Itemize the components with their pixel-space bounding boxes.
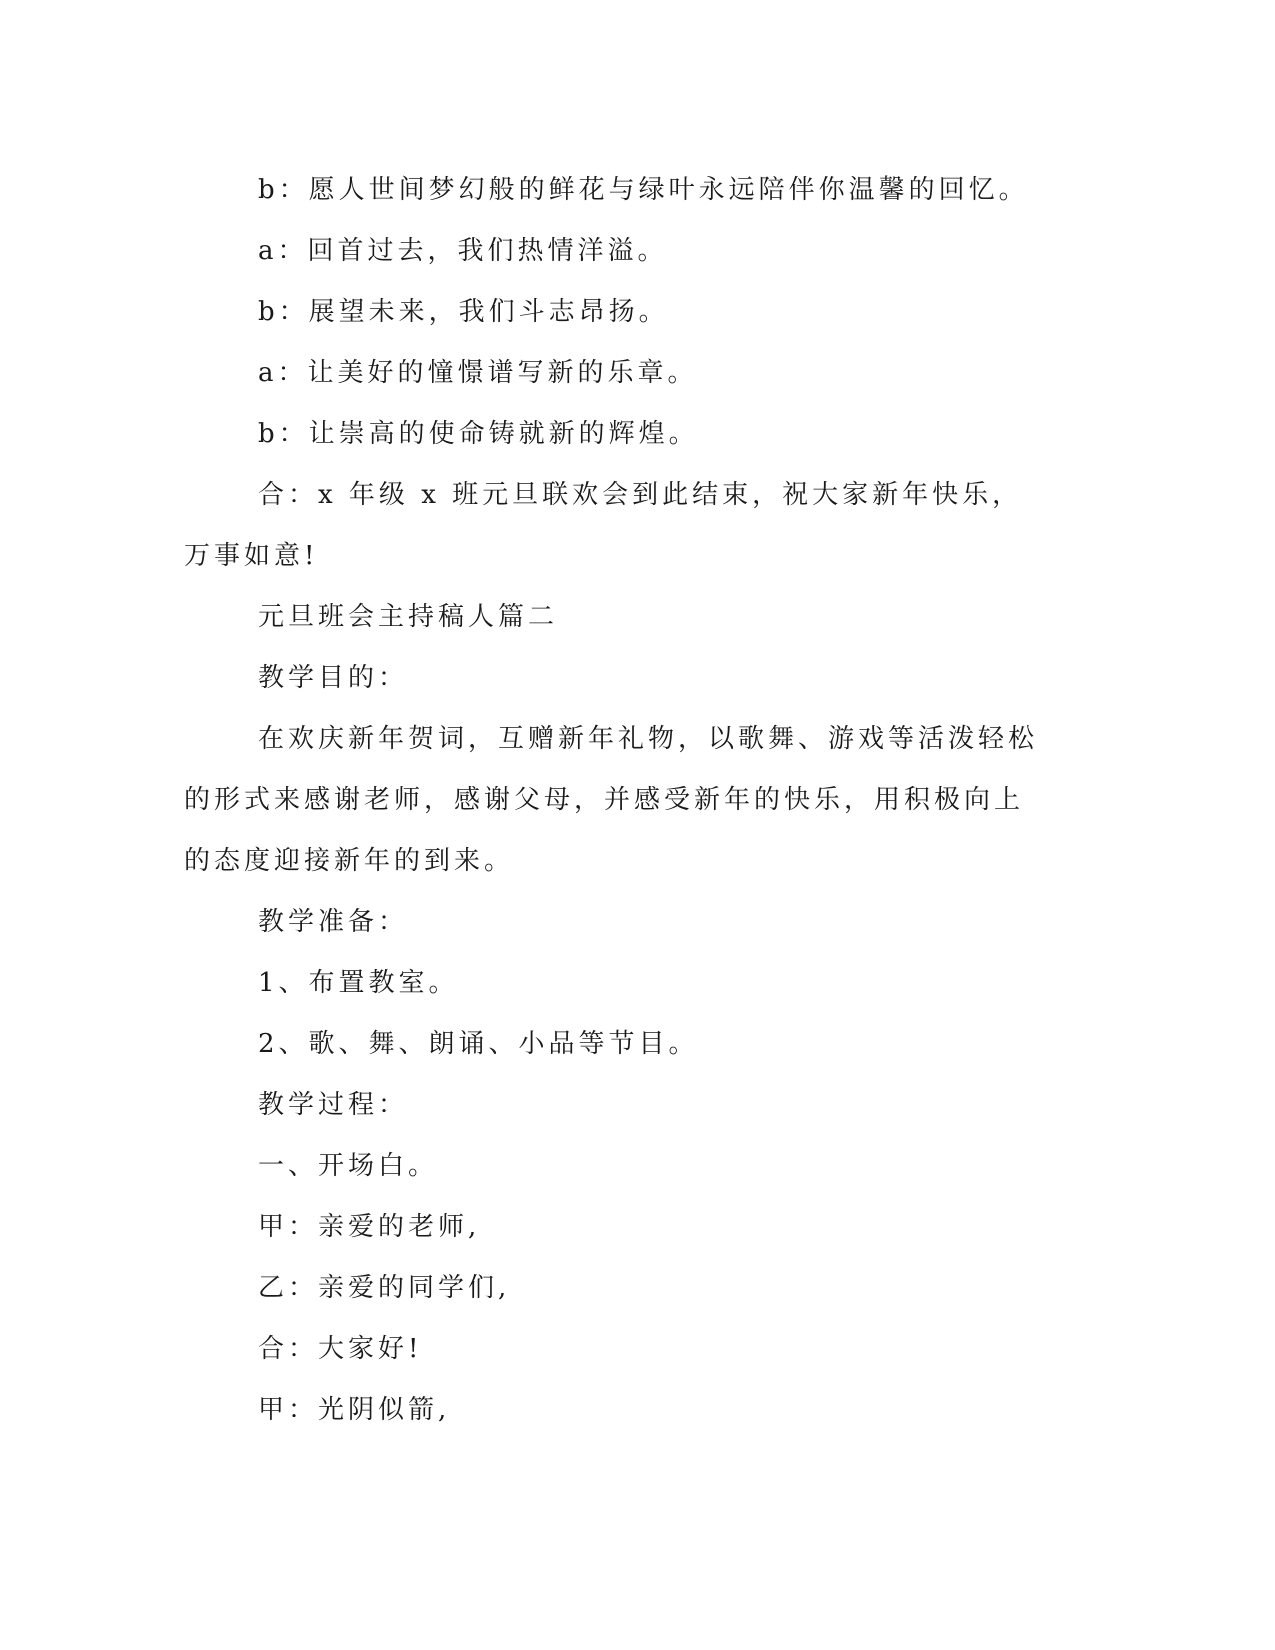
dialogue-line: 甲：亲爱的老师, [258,1212,481,1242]
document-body [184,160,1046,1441]
objective-paragraph: 在欢庆新年贺词，互赠新年礼物，以歌舞、游戏等活泼轻松的形式来感谢老师，感谢父母，并感受新年的快乐，用积极向上的态度迎接新年的到来。 [184,724,1039,876]
list-item: 1、布置教室。 [258,968,459,998]
dialogue-line: 乙：亲爱的同学们, [258,1273,511,1303]
subsection-heading: 一、开场白。 [258,1151,439,1181]
list-item: 2、歌、舞、朗诵、小品等节目。 [258,1029,699,1059]
dialogue-line: a：回首过去，我们热情洋溢。 [258,236,668,266]
dialogue-line: b：愿人世间梦幻般的鲜花与绿叶永远陪伴你温馨的回忆。 [258,175,1029,205]
dialogue-line: 合：大家好! [258,1334,423,1364]
section-heading-objective: 教学目的： [258,663,409,693]
section-heading-preparation: 教学准备： [258,907,409,937]
dialogue-line: a：让美好的憧憬谱写新的乐章。 [258,358,698,388]
dialogue-line: b：让崇高的使命铸就新的辉煌。 [258,419,699,449]
dialogue-line: 甲：光阴似箭, [258,1395,451,1425]
closing-line: 合：x 年级 x 班元旦联欢会到此结束，祝大家新年快乐，万事如意! [184,480,1023,571]
section-title: 元旦班会主持稿人篇二 [258,602,559,632]
dialogue-line: b：展望未来，我们斗志昂扬。 [258,297,669,327]
section-heading-process: 教学过程： [258,1090,409,1120]
